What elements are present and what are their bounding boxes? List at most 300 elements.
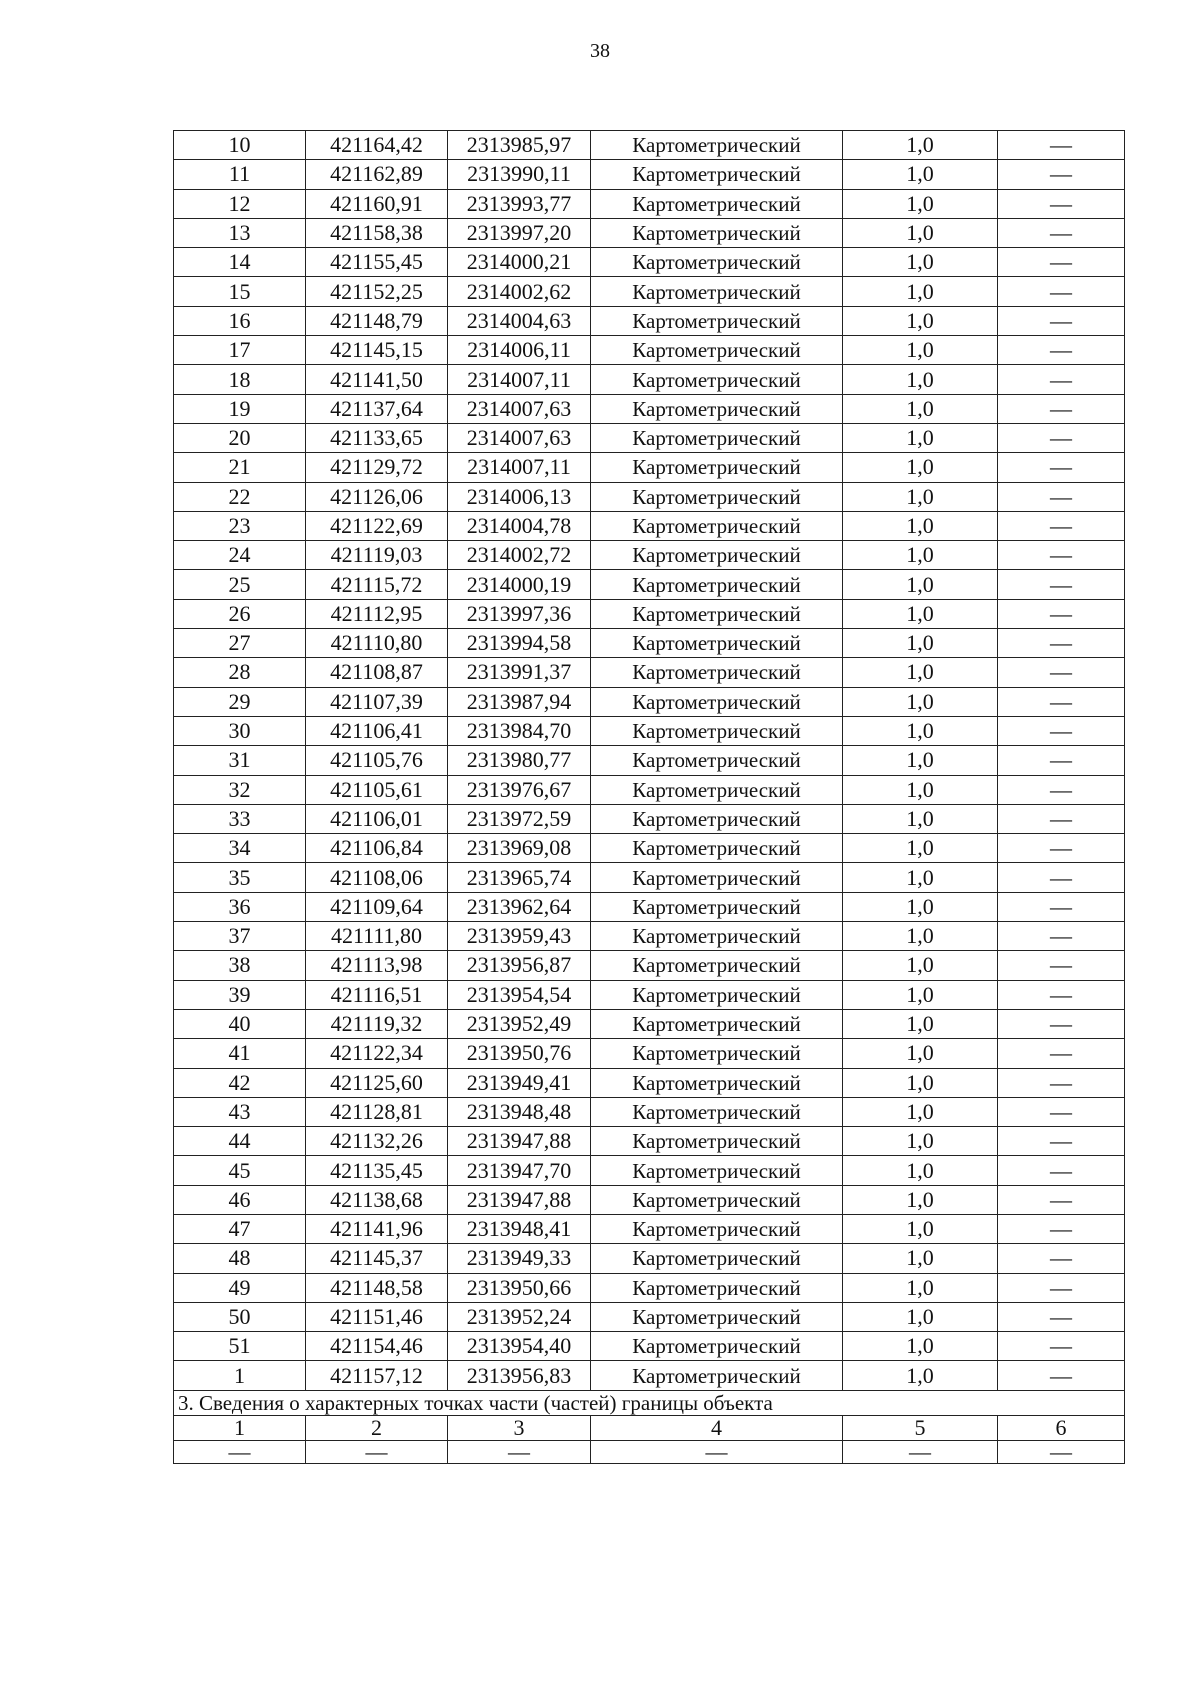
method-cell: Картометрический (591, 482, 843, 511)
x-coordinate-cell: 421126,06 (306, 482, 448, 511)
accuracy-cell: 1,0 (843, 394, 998, 423)
note-cell: — (998, 658, 1125, 687)
note-cell: — (998, 218, 1125, 247)
method-cell: Картометрический (591, 1361, 843, 1390)
x-coordinate-cell: 421141,50 (306, 365, 448, 394)
method-cell: Картометрический (591, 951, 843, 980)
table-row (174, 1127, 1125, 1156)
x-coordinate-cell: 421119,32 (306, 1009, 448, 1038)
x-coordinate-cell: 421160,91 (306, 189, 448, 218)
note-cell: — (998, 570, 1125, 599)
method-cell: Картометрический (591, 160, 843, 189)
method-cell: Картометрический (591, 687, 843, 716)
accuracy-cell: 1,0 (843, 1156, 998, 1185)
y-coordinate-cell: 2313954,54 (448, 980, 591, 1009)
accuracy-cell: 1,0 (843, 599, 998, 628)
y-coordinate-cell: 2313990,11 (448, 160, 591, 189)
note-cell: — (998, 365, 1125, 394)
y-coordinate-cell: 2313984,70 (448, 716, 591, 745)
x-coordinate-cell: 421106,01 (306, 804, 448, 833)
y-coordinate-cell: 2313987,94 (448, 687, 591, 716)
point-number-cell: 36 (174, 892, 306, 921)
x-coordinate-cell: 421109,64 (306, 892, 448, 921)
note-cell: — (998, 834, 1125, 863)
table-row (174, 423, 1125, 452)
method-cell: Картометрический (591, 599, 843, 628)
accuracy-cell: 1,0 (843, 570, 998, 599)
table-row (174, 1097, 1125, 1126)
y-coordinate-cell: 2314007,11 (448, 365, 591, 394)
y-coordinate-cell: 2313959,43 (448, 922, 591, 951)
x-coordinate-cell: 421113,98 (306, 951, 448, 980)
point-number-cell: 39 (174, 980, 306, 1009)
y-coordinate-cell: 2313950,76 (448, 1039, 591, 1068)
table-row (174, 189, 1125, 218)
table-row (174, 306, 1125, 335)
table-row (174, 1332, 1125, 1361)
y-coordinate-cell: 2313969,08 (448, 834, 591, 863)
x-coordinate-cell: 421158,38 (306, 218, 448, 247)
note-cell: — (998, 131, 1125, 160)
y-coordinate-cell: 2313949,41 (448, 1068, 591, 1097)
empty-cell: — (591, 1440, 843, 1463)
accuracy-cell: 1,0 (843, 687, 998, 716)
point-number-cell: 43 (174, 1097, 306, 1126)
y-coordinate-cell: 2313956,87 (448, 951, 591, 980)
table-row (174, 365, 1125, 394)
method-cell: Картометрический (591, 1068, 843, 1097)
table-row (174, 131, 1125, 160)
point-number-cell: 17 (174, 336, 306, 365)
point-number-cell: 12 (174, 189, 306, 218)
note-cell: — (998, 951, 1125, 980)
method-cell: Картометрический (591, 248, 843, 277)
note-cell: — (998, 248, 1125, 277)
note-cell: — (998, 1273, 1125, 1302)
y-coordinate-cell: 2314006,11 (448, 336, 591, 365)
method-cell: Картометрический (591, 1302, 843, 1331)
accuracy-cell: 1,0 (843, 922, 998, 951)
method-cell: Картометрический (591, 658, 843, 687)
accuracy-cell: 1,0 (843, 1068, 998, 1097)
note-cell: — (998, 892, 1125, 921)
accuracy-cell: 1,0 (843, 482, 998, 511)
table-row (174, 541, 1125, 570)
section3 (174, 1390, 1125, 1463)
note-cell: — (998, 1009, 1125, 1038)
x-coordinate-cell: 421106,41 (306, 716, 448, 745)
point-number-cell: 44 (174, 1127, 306, 1156)
point-number-cell: 37 (174, 922, 306, 951)
note-cell: — (998, 336, 1125, 365)
y-coordinate-cell: 2313950,66 (448, 1273, 591, 1302)
method-cell: Картометрический (591, 1214, 843, 1243)
point-number-cell: 38 (174, 951, 306, 980)
method-cell: Картометрический (591, 453, 843, 482)
method-cell: Картометрический (591, 277, 843, 306)
method-cell: Картометрический (591, 336, 843, 365)
column-number-cell: 1 (174, 1415, 306, 1440)
point-number-cell: 18 (174, 365, 306, 394)
table-row (174, 248, 1125, 277)
table-row (174, 1068, 1125, 1097)
method-cell: Картометрический (591, 1156, 843, 1185)
table-row (174, 453, 1125, 482)
point-number-cell: 42 (174, 1068, 306, 1097)
point-number-cell: 27 (174, 629, 306, 658)
method-cell: Картометрический (591, 541, 843, 570)
y-coordinate-cell: 2314007,63 (448, 394, 591, 423)
note-cell: — (998, 1185, 1125, 1214)
x-coordinate-cell: 421108,06 (306, 863, 448, 892)
method-cell: Картометрический (591, 1185, 843, 1214)
note-cell: — (998, 775, 1125, 804)
empty-cell: — (998, 1440, 1125, 1463)
point-number-cell: 51 (174, 1332, 306, 1361)
point-number-cell: 10 (174, 131, 306, 160)
accuracy-cell: 1,0 (843, 218, 998, 247)
empty-cell: — (843, 1440, 998, 1463)
x-coordinate-cell: 421128,81 (306, 1097, 448, 1126)
accuracy-cell: 1,0 (843, 131, 998, 160)
method-cell: Картометрический (591, 189, 843, 218)
table-row (174, 336, 1125, 365)
note-cell: — (998, 863, 1125, 892)
method-cell: Картометрический (591, 716, 843, 745)
y-coordinate-cell: 2313994,58 (448, 629, 591, 658)
method-cell: Картометрический (591, 394, 843, 423)
table-row (174, 804, 1125, 833)
table-row (174, 160, 1125, 189)
point-number-cell: 33 (174, 804, 306, 833)
table-row (174, 277, 1125, 306)
method-cell: Картометрический (591, 1273, 843, 1302)
point-number-cell: 34 (174, 834, 306, 863)
method-cell: Картометрический (591, 863, 843, 892)
y-coordinate-cell: 2313947,70 (448, 1156, 591, 1185)
x-coordinate-cell: 421133,65 (306, 423, 448, 452)
point-number-cell: 19 (174, 394, 306, 423)
note-cell: — (998, 1127, 1125, 1156)
note-cell: — (998, 1068, 1125, 1097)
table-row (174, 599, 1125, 628)
method-cell: Картометрический (591, 570, 843, 599)
note-cell: — (998, 423, 1125, 452)
point-number-cell: 46 (174, 1185, 306, 1214)
note-cell: — (998, 277, 1125, 306)
y-coordinate-cell: 2313993,77 (448, 189, 591, 218)
y-coordinate-cell: 2313997,20 (448, 218, 591, 247)
x-coordinate-cell: 421148,79 (306, 306, 448, 335)
x-coordinate-cell: 421122,34 (306, 1039, 448, 1068)
accuracy-cell: 1,0 (843, 248, 998, 277)
table-row (174, 658, 1125, 687)
x-coordinate-cell: 421115,72 (306, 570, 448, 599)
table-row (174, 922, 1125, 951)
x-coordinate-cell: 421132,26 (306, 1127, 448, 1156)
x-coordinate-cell: 421164,42 (306, 131, 448, 160)
accuracy-cell: 1,0 (843, 746, 998, 775)
method-cell: Картометрический (591, 1039, 843, 1068)
point-number-cell: 1 (174, 1361, 306, 1390)
y-coordinate-cell: 2313948,48 (448, 1097, 591, 1126)
accuracy-cell: 1,0 (843, 1361, 998, 1390)
method-cell: Картометрический (591, 1097, 843, 1126)
method-cell: Картометрический (591, 423, 843, 452)
table-row (174, 511, 1125, 540)
method-cell: Картометрический (591, 365, 843, 394)
y-coordinate-cell: 2314006,13 (448, 482, 591, 511)
point-number-cell: 26 (174, 599, 306, 628)
x-coordinate-cell: 421119,03 (306, 541, 448, 570)
x-coordinate-cell: 421157,12 (306, 1361, 448, 1390)
x-coordinate-cell: 421106,84 (306, 834, 448, 863)
x-coordinate-cell: 421111,80 (306, 922, 448, 951)
accuracy-cell: 1,0 (843, 1185, 998, 1214)
method-cell: Картометрический (591, 746, 843, 775)
point-number-cell: 14 (174, 248, 306, 277)
y-coordinate-cell: 2313954,40 (448, 1332, 591, 1361)
accuracy-cell: 1,0 (843, 423, 998, 452)
table-row (174, 629, 1125, 658)
point-number-cell: 24 (174, 541, 306, 570)
table-row (174, 1009, 1125, 1038)
table-row (174, 687, 1125, 716)
y-coordinate-cell: 2313948,41 (448, 1214, 591, 1243)
method-cell: Картометрический (591, 1127, 843, 1156)
point-number-cell: 35 (174, 863, 306, 892)
y-coordinate-cell: 2313947,88 (448, 1127, 591, 1156)
accuracy-cell: 1,0 (843, 1302, 998, 1331)
method-cell: Картометрический (591, 980, 843, 1009)
note-cell: — (998, 511, 1125, 540)
x-coordinate-cell: 421152,25 (306, 277, 448, 306)
page-number: 38 (590, 40, 610, 62)
note-cell: — (998, 1156, 1125, 1185)
note-cell: — (998, 160, 1125, 189)
table-row (174, 1244, 1125, 1273)
y-coordinate-cell: 2313952,24 (448, 1302, 591, 1331)
point-number-cell: 28 (174, 658, 306, 687)
method-cell: Картометрический (591, 1244, 843, 1273)
accuracy-cell: 1,0 (843, 336, 998, 365)
table-row (174, 892, 1125, 921)
point-number-cell: 32 (174, 775, 306, 804)
x-coordinate-cell: 421105,76 (306, 746, 448, 775)
method-cell: Картометрический (591, 629, 843, 658)
accuracy-cell: 1,0 (843, 511, 998, 540)
point-number-cell: 30 (174, 716, 306, 745)
x-coordinate-cell: 421162,89 (306, 160, 448, 189)
note-cell: — (998, 482, 1125, 511)
x-coordinate-cell: 421138,68 (306, 1185, 448, 1214)
y-coordinate-cell: 2313952,49 (448, 1009, 591, 1038)
accuracy-cell: 1,0 (843, 1214, 998, 1243)
section3-title: 3. Сведения о характерных точках части (частей) границы объекта (174, 1390, 1125, 1415)
column-number-cell: 5 (843, 1415, 998, 1440)
accuracy-cell: 1,0 (843, 1332, 998, 1361)
accuracy-cell: 1,0 (843, 629, 998, 658)
accuracy-cell: 1,0 (843, 716, 998, 745)
point-number-cell: 13 (174, 218, 306, 247)
point-number-cell: 31 (174, 746, 306, 775)
y-coordinate-cell: 2314007,11 (448, 453, 591, 482)
accuracy-cell: 1,0 (843, 951, 998, 980)
x-coordinate-cell: 421148,58 (306, 1273, 448, 1302)
accuracy-cell: 1,0 (843, 160, 998, 189)
point-number-cell: 47 (174, 1214, 306, 1243)
y-coordinate-cell: 2313985,97 (448, 131, 591, 160)
x-coordinate-cell: 421155,45 (306, 248, 448, 277)
y-coordinate-cell: 2313980,77 (448, 746, 591, 775)
note-cell: — (998, 1244, 1125, 1273)
accuracy-cell: 1,0 (843, 306, 998, 335)
y-coordinate-cell: 2314004,63 (448, 306, 591, 335)
note-cell: — (998, 687, 1125, 716)
note-cell: — (998, 716, 1125, 745)
x-coordinate-cell: 421145,15 (306, 336, 448, 365)
point-number-cell: 40 (174, 1009, 306, 1038)
method-cell: Картометрический (591, 306, 843, 335)
table-row (174, 394, 1125, 423)
point-number-cell: 45 (174, 1156, 306, 1185)
table-row (174, 570, 1125, 599)
table-row (174, 1156, 1125, 1185)
table-row (174, 775, 1125, 804)
method-cell: Картометрический (591, 775, 843, 804)
method-cell: Картометрический (591, 218, 843, 247)
method-cell: Картометрический (591, 1332, 843, 1361)
x-coordinate-cell: 421135,45 (306, 1156, 448, 1185)
x-coordinate-cell: 421107,39 (306, 687, 448, 716)
y-coordinate-cell: 2313972,59 (448, 804, 591, 833)
point-number-cell: 41 (174, 1039, 306, 1068)
x-coordinate-cell: 421116,51 (306, 980, 448, 1009)
column-number-cell: 6 (998, 1415, 1125, 1440)
note-cell: — (998, 922, 1125, 951)
point-number-cell: 11 (174, 160, 306, 189)
x-coordinate-cell: 421105,61 (306, 775, 448, 804)
method-cell: Картометрический (591, 131, 843, 160)
note-cell: — (998, 189, 1125, 218)
x-coordinate-cell: 421141,96 (306, 1214, 448, 1243)
accuracy-cell: 1,0 (843, 892, 998, 921)
note-cell: — (998, 306, 1125, 335)
y-coordinate-cell: 2314007,63 (448, 423, 591, 452)
y-coordinate-cell: 2313976,67 (448, 775, 591, 804)
note-cell: — (998, 1214, 1125, 1243)
note-cell: — (998, 541, 1125, 570)
y-coordinate-cell: 2313997,36 (448, 599, 591, 628)
note-cell: — (998, 746, 1125, 775)
y-coordinate-cell: 2314004,78 (448, 511, 591, 540)
x-coordinate-cell: 421110,80 (306, 629, 448, 658)
accuracy-cell: 1,0 (843, 775, 998, 804)
table-row (174, 218, 1125, 247)
accuracy-cell: 1,0 (843, 365, 998, 394)
table-row (174, 1361, 1125, 1390)
y-coordinate-cell: 2313962,64 (448, 892, 591, 921)
empty-cell: — (306, 1440, 448, 1463)
coordinates-table (173, 130, 1125, 1464)
x-coordinate-cell: 421145,37 (306, 1244, 448, 1273)
x-coordinate-cell: 421122,69 (306, 511, 448, 540)
x-coordinate-cell: 421151,46 (306, 1302, 448, 1331)
table-row (174, 980, 1125, 1009)
accuracy-cell: 1,0 (843, 1127, 998, 1156)
coordinates-table-body (174, 131, 1125, 1391)
method-cell: Картометрический (591, 1009, 843, 1038)
y-coordinate-cell: 2314002,62 (448, 277, 591, 306)
accuracy-cell: 1,0 (843, 863, 998, 892)
accuracy-cell: 1,0 (843, 834, 998, 863)
accuracy-cell: 1,0 (843, 453, 998, 482)
x-coordinate-cell: 421125,60 (306, 1068, 448, 1097)
note-cell: — (998, 453, 1125, 482)
note-cell: — (998, 1097, 1125, 1126)
table-row (174, 716, 1125, 745)
note-cell: — (998, 394, 1125, 423)
table-row (174, 1039, 1125, 1068)
y-coordinate-cell: 2313956,83 (448, 1361, 591, 1390)
column-number-cell: 2 (306, 1415, 448, 1440)
note-cell: — (998, 980, 1125, 1009)
x-coordinate-cell: 421137,64 (306, 394, 448, 423)
note-cell: — (998, 1302, 1125, 1331)
accuracy-cell: 1,0 (843, 1009, 998, 1038)
y-coordinate-cell: 2313965,74 (448, 863, 591, 892)
section3-empty-row (174, 1440, 1125, 1463)
note-cell: — (998, 1332, 1125, 1361)
point-number-cell: 22 (174, 482, 306, 511)
table-row (174, 746, 1125, 775)
point-number-cell: 49 (174, 1273, 306, 1302)
column-number-cell: 4 (591, 1415, 843, 1440)
section3-title-row (174, 1390, 1125, 1415)
point-number-cell: 16 (174, 306, 306, 335)
accuracy-cell: 1,0 (843, 980, 998, 1009)
x-coordinate-cell: 421112,95 (306, 599, 448, 628)
x-coordinate-cell: 421129,72 (306, 453, 448, 482)
point-number-cell: 50 (174, 1302, 306, 1331)
point-number-cell: 48 (174, 1244, 306, 1273)
note-cell: — (998, 629, 1125, 658)
table-row (174, 1185, 1125, 1214)
accuracy-cell: 1,0 (843, 658, 998, 687)
y-coordinate-cell: 2314002,72 (448, 541, 591, 570)
method-cell: Картометрический (591, 511, 843, 540)
point-number-cell: 20 (174, 423, 306, 452)
table-row (174, 1273, 1125, 1302)
x-coordinate-cell: 421154,46 (306, 1332, 448, 1361)
empty-cell: — (174, 1440, 306, 1463)
method-cell: Картометрический (591, 834, 843, 863)
accuracy-cell: 1,0 (843, 189, 998, 218)
accuracy-cell: 1,0 (843, 1097, 998, 1126)
point-number-cell: 21 (174, 453, 306, 482)
empty-cell: — (448, 1440, 591, 1463)
point-number-cell: 25 (174, 570, 306, 599)
point-number-cell: 29 (174, 687, 306, 716)
point-number-cell: 15 (174, 277, 306, 306)
note-cell: — (998, 599, 1125, 628)
table-row (174, 1214, 1125, 1243)
x-coordinate-cell: 421108,87 (306, 658, 448, 687)
table-row (174, 951, 1125, 980)
method-cell: Картометрический (591, 922, 843, 951)
accuracy-cell: 1,0 (843, 541, 998, 570)
accuracy-cell: 1,0 (843, 804, 998, 833)
